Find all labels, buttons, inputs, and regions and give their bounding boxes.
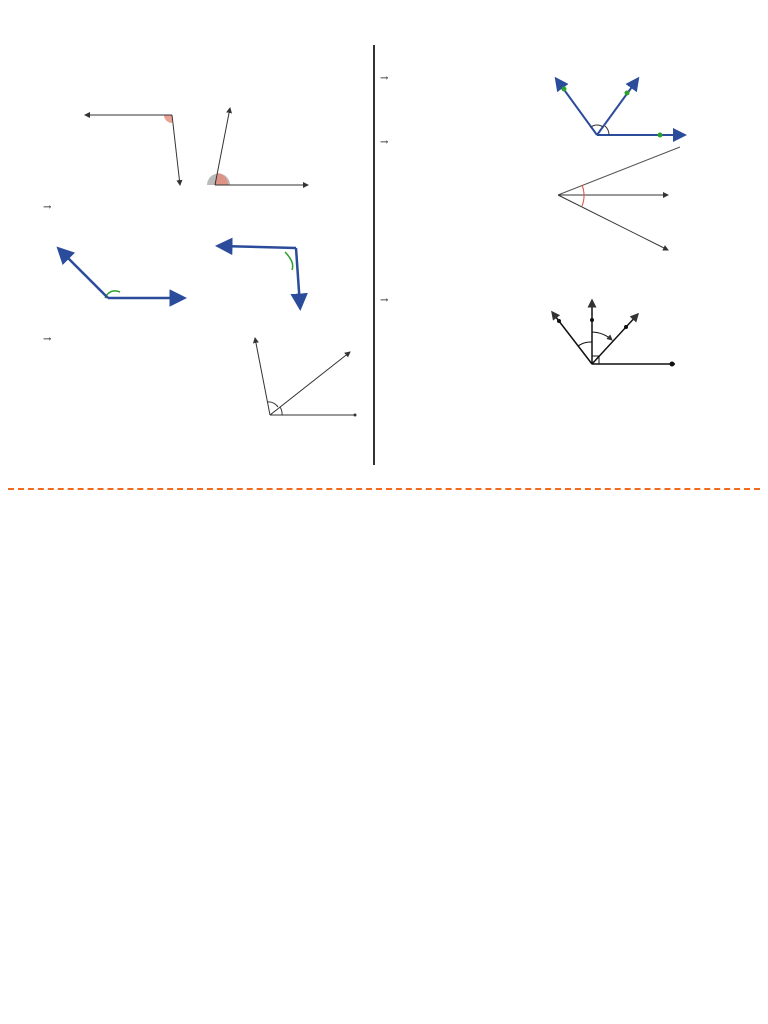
question-4 (380, 70, 530, 85)
figure-6-angle (540, 292, 690, 382)
question-6 (380, 292, 530, 307)
figure-2-angles (40, 240, 340, 320)
figure-3-angle (250, 330, 370, 430)
column-divider (373, 45, 375, 465)
figure-1-angles (80, 100, 320, 195)
question-5 (380, 134, 530, 149)
figure-5-angle (540, 145, 690, 260)
figure-4-angle (545, 70, 690, 150)
question-2 (43, 199, 373, 214)
cut-line (8, 488, 760, 490)
question-3 (43, 331, 248, 346)
worksheet-top (0, 0, 768, 470)
